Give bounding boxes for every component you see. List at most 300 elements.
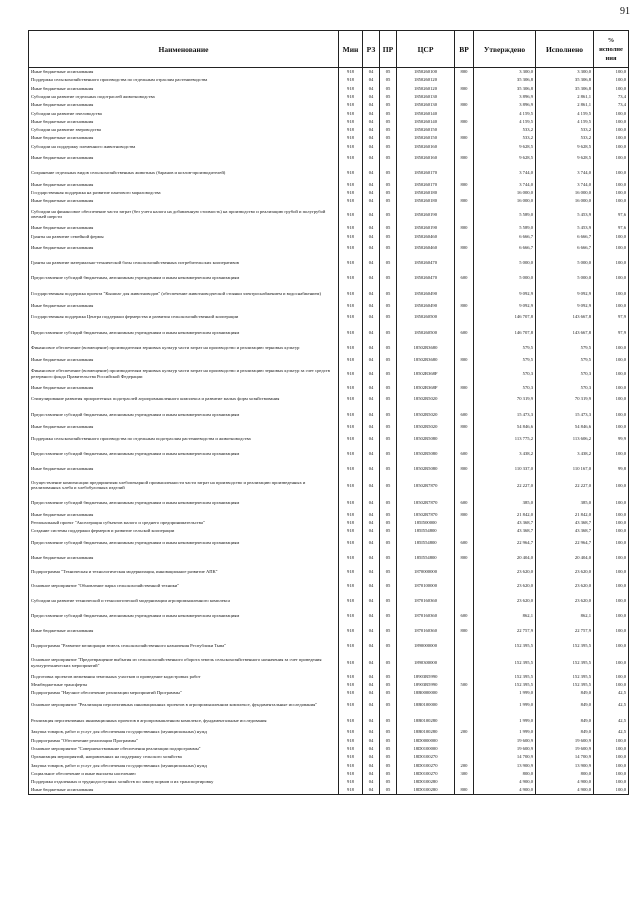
cell-min: 918 <box>339 565 363 579</box>
cell-pr: 05 <box>380 224 397 232</box>
cell-appr: 5 000,0 <box>474 270 536 286</box>
cell-appr: 3 438,2 <box>474 446 536 462</box>
cell-rz: 04 <box>363 76 380 84</box>
cell-appr: 152 395,5 <box>474 680 536 688</box>
cell-vr <box>455 689 474 697</box>
cell-min: 918 <box>339 188 363 196</box>
cell-exec: 6 666,7 <box>536 240 594 254</box>
cell-pct: 42,5 <box>594 712 629 728</box>
cell-csr: 1850260100 <box>397 68 455 76</box>
cell-vr: 800 <box>455 786 474 794</box>
cell-vr: 800 <box>455 356 474 364</box>
cell-appr: 800,0 <box>474 769 536 777</box>
cell-csr: 1850260120 <box>397 84 455 92</box>
cell-min: 918 <box>339 728 363 736</box>
cell-name: Иные бюджетные ассигнования <box>29 150 339 164</box>
cell-rz: 04 <box>363 180 380 188</box>
cell-csr: 1850260120 <box>397 76 455 84</box>
cell-rz: 04 <box>363 593 380 609</box>
cell-pct: 99,9 <box>594 431 629 447</box>
cell-name: Основное мероприятие "Совершенствование обеспечения реализации подпрограммы" <box>29 745 339 753</box>
table-row <box>29 232 629 240</box>
cell-pr: 05 <box>380 745 397 753</box>
cell-csr: 18502R3680 <box>397 356 455 364</box>
cell-rz: 04 <box>363 240 380 254</box>
cell-pct: 73,4 <box>594 92 629 100</box>
cell-name: Предоставление субсидий бюджетным, автономным учреждениям и иным некоммерческим организациям <box>29 495 339 511</box>
cell-name: Субсидии на развитие пчеловодства <box>29 109 339 117</box>
cell-min: 918 <box>339 446 363 462</box>
cell-appr: 570,3 <box>474 364 536 383</box>
cell-min: 918 <box>339 689 363 697</box>
table-row <box>29 301 629 309</box>
cell-pr: 05 <box>380 672 397 680</box>
cell-exec: 22 757,9 <box>536 624 594 638</box>
table-row <box>29 653 629 672</box>
cell-rz: 04 <box>363 624 380 638</box>
cell-vr <box>455 697 474 713</box>
table-row <box>29 150 629 164</box>
table-row <box>29 761 629 769</box>
cell-pct: 100,0 <box>594 422 629 430</box>
cell-min: 918 <box>339 180 363 188</box>
cell-vr <box>455 565 474 579</box>
cell-exec: 143 667,8 <box>536 325 594 341</box>
cell-csr: 18502R5080 <box>397 431 455 447</box>
cell-pct: 97,9 <box>594 325 629 341</box>
cell-appr: 152 395,5 <box>474 653 536 672</box>
cell-name: Основное мероприятие "Обновление парка сельскохозяйственной техники" <box>29 579 339 593</box>
cell-csr: 1850260490 <box>397 301 455 309</box>
table-row <box>29 180 629 188</box>
cell-csr: 1850260190 <box>397 224 455 232</box>
cell-name: Сохранение отдельных видов сельскохозяйственных животных (баранов и козлов-производителей) <box>29 164 339 180</box>
cell-exec: 533,2 <box>536 126 594 134</box>
cell-appr: 570,3 <box>474 383 536 391</box>
cell-csr: 1870160360 <box>397 624 455 638</box>
cell-pr: 05 <box>380 383 397 391</box>
cell-pr: 05 <box>380 689 397 697</box>
cell-rz: 04 <box>363 164 380 180</box>
cell-min: 918 <box>339 117 363 125</box>
cell-name: Социальное обеспечение и иные выплаты населению <box>29 769 339 777</box>
cell-appr: 146 707,8 <box>474 309 536 325</box>
cell-name: Подготовка проектов межевания земельных участков и проведение кадастровых работ <box>29 672 339 680</box>
cell-rz: 04 <box>363 364 380 383</box>
cell-vr <box>455 736 474 744</box>
cell-name: Создание системы поддержки фермеров и развитие сельской кооперации <box>29 527 339 535</box>
table-row <box>29 224 629 232</box>
cell-pct: 100,0 <box>594 535 629 551</box>
cell-pr: 05 <box>380 778 397 786</box>
table-row <box>29 340 629 356</box>
cell-vr: 800 <box>455 301 474 309</box>
cell-pr: 05 <box>380 712 397 728</box>
cell-appr: 3 744,0 <box>474 180 536 188</box>
col-min-header: Мин <box>339 31 363 68</box>
table-row <box>29 431 629 447</box>
cell-name: Иные бюджетные ассигнования <box>29 68 339 76</box>
cell-name: Закупка товаров, работ и услуг для обеспечения государственных (муниципальных) нужд <box>29 728 339 736</box>
cell-csr: 18502R368F <box>397 364 455 383</box>
cell-exec: 800,0 <box>536 769 594 777</box>
cell-name: Предоставление субсидий бюджетным, автономным учреждениям и иным некоммерческим организациям <box>29 446 339 462</box>
col-vr-header: ВР <box>455 31 474 68</box>
cell-appr: 4 159,5 <box>474 117 536 125</box>
cell-csr: 1850260470 <box>397 270 455 286</box>
cell-pct: 100,0 <box>594 518 629 526</box>
cell-rz: 04 <box>363 565 380 579</box>
cell-vr: 600 <box>455 495 474 511</box>
cell-min: 918 <box>339 579 363 593</box>
cell-pct: 100,0 <box>594 356 629 364</box>
cell-pct: 100,0 <box>594 285 629 301</box>
cell-pct: 100,0 <box>594 364 629 383</box>
cell-exec: 54 846,6 <box>536 422 594 430</box>
cell-min: 918 <box>339 84 363 92</box>
cell-rz: 04 <box>363 109 380 117</box>
table-row <box>29 527 629 535</box>
cell-vr <box>455 285 474 301</box>
cell-exec: 19 600,9 <box>536 745 594 753</box>
cell-min: 918 <box>339 778 363 786</box>
cell-rz: 04 <box>363 407 380 423</box>
cell-csr: 18903R5990 <box>397 680 455 688</box>
table-row <box>29 672 629 680</box>
cell-rz: 04 <box>363 224 380 232</box>
cell-csr: 1850260140 <box>397 117 455 125</box>
cell-csr: 1850260180 <box>397 197 455 205</box>
cell-vr: 800 <box>455 180 474 188</box>
cell-min: 918 <box>339 510 363 518</box>
cell-vr <box>455 712 474 728</box>
cell-rz: 04 <box>363 712 380 728</box>
col-percent-header: % исполне ния <box>594 31 629 68</box>
cell-csr: 1850260130 <box>397 92 455 100</box>
cell-appr: 4 900,0 <box>474 786 536 794</box>
cell-min: 918 <box>339 712 363 728</box>
cell-rz: 04 <box>363 535 380 551</box>
cell-csr: 1890300000 <box>397 653 455 672</box>
cell-name: Субсидии на поддержку племенного животноводства <box>29 142 339 150</box>
cell-exec: 862,1 <box>536 608 594 624</box>
cell-exec: 23 620,0 <box>536 579 594 593</box>
cell-vr <box>455 778 474 786</box>
cell-vr: 800 <box>455 197 474 205</box>
cell-csr: 1850260500 <box>397 309 455 325</box>
cell-name: Иные бюджетные ассигнования <box>29 224 339 232</box>
cell-appr: 5 000,0 <box>474 254 536 270</box>
cell-csr: 18B0000000 <box>397 689 455 697</box>
cell-pct: 100,0 <box>594 134 629 142</box>
cell-csr: 18B0100280 <box>397 728 455 736</box>
cell-exec: 849,0 <box>536 697 594 713</box>
cell-pct: 100,0 <box>594 624 629 638</box>
cell-rz: 04 <box>363 462 380 476</box>
cell-appr: 22 227,0 <box>474 476 536 495</box>
cell-rz: 04 <box>363 753 380 761</box>
cell-min: 918 <box>339 624 363 638</box>
cell-exec: 849,0 <box>536 689 594 697</box>
cell-rz: 04 <box>363 84 380 92</box>
cell-rz: 04 <box>363 745 380 753</box>
cell-name: Подпрограмма "Развитие мелиорации земель сельскохозяйственного назначения Республики Тыва" <box>29 638 339 654</box>
cell-csr: 1870000000 <box>397 565 455 579</box>
cell-min: 918 <box>339 407 363 423</box>
cell-vr: 600 <box>455 325 474 341</box>
cell-min: 918 <box>339 270 363 286</box>
table-row <box>29 109 629 117</box>
cell-pr: 05 <box>380 364 397 383</box>
table-row <box>29 638 629 654</box>
cell-rz: 04 <box>363 285 380 301</box>
cell-vr: 800 <box>455 117 474 125</box>
cell-pct: 100,0 <box>594 340 629 356</box>
cell-min: 918 <box>339 340 363 356</box>
cell-exec: 21 842,0 <box>536 510 594 518</box>
cell-min: 918 <box>339 431 363 447</box>
cell-pct: 100,0 <box>594 180 629 188</box>
cell-exec: 3 744,0 <box>536 164 594 180</box>
cell-pct: 97,6 <box>594 205 629 224</box>
cell-pct: 100,0 <box>594 391 629 407</box>
cell-csr: 1850260180 <box>397 188 455 196</box>
cell-vr <box>455 109 474 117</box>
cell-name: Субсидии на развитие отдельных подотраслей животноводства <box>29 92 339 100</box>
cell-vr <box>455 164 474 180</box>
table-row <box>29 510 629 518</box>
cell-name: Субсидии на финансовое обеспечение части затрат (без учета налога на добавленную стоимость) на производство и реализацию грубой и полугрубой овечьей шерсти <box>29 205 339 224</box>
cell-pct: 100,0 <box>594 188 629 196</box>
cell-csr: 18502R3680 <box>397 340 455 356</box>
cell-appr: 22 964,7 <box>474 535 536 551</box>
cell-appr: 6 666,7 <box>474 240 536 254</box>
cell-rz: 04 <box>363 188 380 196</box>
cell-vr <box>455 518 474 526</box>
cell-csr: 1870160360 <box>397 593 455 609</box>
cell-rz: 04 <box>363 689 380 697</box>
cell-name: Иные бюджетные ассигнования <box>29 117 339 125</box>
cell-appr: 22 757,9 <box>474 624 536 638</box>
cell-csr: 18903R5990 <box>397 672 455 680</box>
cell-csr: 18D0100270 <box>397 753 455 761</box>
cell-rz: 04 <box>363 142 380 150</box>
cell-exec: 110 167,0 <box>536 462 594 476</box>
cell-pct: 100,0 <box>594 109 629 117</box>
cell-rz: 04 <box>363 340 380 356</box>
cell-name: Предоставление субсидий бюджетным, автономным учреждениям и иным некоммерческим организациям <box>29 407 339 423</box>
cell-rz: 04 <box>363 510 380 518</box>
cell-rz: 04 <box>363 391 380 407</box>
cell-pr: 05 <box>380 476 397 495</box>
cell-pct: 100,0 <box>594 579 629 593</box>
cell-vr <box>455 92 474 100</box>
cell-pct: 100,0 <box>594 142 629 150</box>
cell-exec: 23 620,0 <box>536 565 594 579</box>
cell-appr: 385,0 <box>474 495 536 511</box>
cell-name: Основное мероприятие "Предотвращение выбытия из сельскохозяйственного оборота земель сельскохозяйственного назначения за счет проведения культуртехнических мероприятий" <box>29 653 339 672</box>
cell-exec: 3 744,0 <box>536 180 594 188</box>
cell-pct: 100,0 <box>594 407 629 423</box>
cell-rz: 04 <box>363 778 380 786</box>
table-row <box>29 134 629 142</box>
cell-vr <box>455 126 474 134</box>
cell-min: 918 <box>339 761 363 769</box>
cell-rz: 04 <box>363 309 380 325</box>
cell-min: 918 <box>339 535 363 551</box>
table-row <box>29 92 629 100</box>
cell-rz: 04 <box>363 254 380 270</box>
cell-name: Подпрограмма "Техническая и технологическая модернизация, инновационное развитие АПК" <box>29 565 339 579</box>
cell-vr <box>455 232 474 240</box>
cell-csr: 1850260460 <box>397 240 455 254</box>
cell-exec: 22 227,0 <box>536 476 594 495</box>
cell-name: Иные бюджетные ассигнования <box>29 510 339 518</box>
cell-appr: 579,5 <box>474 356 536 364</box>
cell-rz: 04 <box>363 270 380 286</box>
table-row <box>29 285 629 301</box>
cell-name: Основное мероприятие "Реализация перспективных инновационных проектов в агропромышленном комплексе, фундаментальные исследования" <box>29 697 339 713</box>
cell-pct: 100,0 <box>594 551 629 565</box>
cell-pct: 100,0 <box>594 150 629 164</box>
cell-vr: 600 <box>455 535 474 551</box>
cell-appr: 1 999,0 <box>474 712 536 728</box>
cell-appr: 1 999,0 <box>474 689 536 697</box>
cell-exec: 43 368,7 <box>536 518 594 526</box>
cell-name: Иные бюджетные ассигнования <box>29 84 339 92</box>
cell-exec: 9 092,9 <box>536 301 594 309</box>
cell-name: Поддержка отдаленных и труднодоступных хозяйств по завозу кормов и их транспортировку <box>29 778 339 786</box>
cell-pr: 05 <box>380 422 397 430</box>
cell-pr: 05 <box>380 495 397 511</box>
cell-rz: 04 <box>363 150 380 164</box>
cell-pr: 05 <box>380 753 397 761</box>
cell-exec: 22 964,7 <box>536 535 594 551</box>
table-row <box>29 608 629 624</box>
cell-appr: 35 306,8 <box>474 84 536 92</box>
table-row <box>29 391 629 407</box>
cell-exec: 570,3 <box>536 364 594 383</box>
cell-vr: 800 <box>455 101 474 109</box>
cell-name: Закупка товаров, работ и услуг для обеспечения государственных (муниципальных) нужд <box>29 761 339 769</box>
cell-pct: 42,5 <box>594 697 629 713</box>
cell-vr <box>455 254 474 270</box>
cell-appr: 43 368,7 <box>474 527 536 535</box>
cell-exec: 9 092,9 <box>536 285 594 301</box>
cell-csr: 18502R5020 <box>397 407 455 423</box>
table-row <box>29 164 629 180</box>
cell-csr: 1850260160 <box>397 150 455 164</box>
table-row <box>29 197 629 205</box>
table-row <box>29 205 629 224</box>
cell-name: Государственная поддержка проекта "Кышпаг для животноводов" (обеспечение животноводческой стоянки электроснабжением и водоснабжением) <box>29 285 339 301</box>
cell-name: Подпрограмма "Научное обеспечение реализации мероприятий Программы" <box>29 689 339 697</box>
cell-vr <box>455 205 474 224</box>
cell-min: 918 <box>339 462 363 476</box>
cell-pct: 100,0 <box>594 197 629 205</box>
cell-pct: 42,5 <box>594 728 629 736</box>
cell-min: 918 <box>339 164 363 180</box>
cell-min: 918 <box>339 301 363 309</box>
cell-pr: 05 <box>380 736 397 744</box>
table-row <box>29 689 629 697</box>
table-row <box>29 769 629 777</box>
cell-pct: 100,0 <box>594 476 629 495</box>
cell-min: 918 <box>339 745 363 753</box>
cell-rz: 04 <box>363 446 380 462</box>
cell-pct: 100,0 <box>594 446 629 462</box>
cell-min: 918 <box>339 608 363 624</box>
cell-name: Иные бюджетные ассигнования <box>29 383 339 391</box>
cell-pct: 100,0 <box>594 527 629 535</box>
cell-appr: 23 620,0 <box>474 593 536 609</box>
table-row <box>29 728 629 736</box>
cell-csr: 18502R7870 <box>397 476 455 495</box>
cell-name: Иные бюджетные ассигнования <box>29 422 339 430</box>
cell-appr: 13 900,9 <box>474 761 536 769</box>
cell-csr: 185I554800 <box>397 527 455 535</box>
cell-pct: 100,0 <box>594 653 629 672</box>
cell-appr: 23 620,0 <box>474 565 536 579</box>
cell-exec: 3 300,0 <box>536 68 594 76</box>
cell-vr <box>455 364 474 383</box>
cell-appr: 14 700,9 <box>474 753 536 761</box>
col-csr-header: ЦСР <box>397 31 455 68</box>
cell-rz: 04 <box>363 638 380 654</box>
cell-vr: 500 <box>455 680 474 688</box>
cell-pr: 05 <box>380 109 397 117</box>
cell-exec: 152 395,5 <box>536 638 594 654</box>
cell-min: 918 <box>339 697 363 713</box>
cell-appr: 110 337,0 <box>474 462 536 476</box>
cell-name: Предоставление субсидий бюджетным, автономным учреждениям и иным некоммерческим организациям <box>29 535 339 551</box>
table-row <box>29 68 629 76</box>
cell-exec: 849,0 <box>536 712 594 728</box>
cell-exec: 5 453,9 <box>536 224 594 232</box>
cell-vr <box>455 391 474 407</box>
table-row <box>29 422 629 430</box>
cell-pct: 99,8 <box>594 462 629 476</box>
cell-vr: 800 <box>455 240 474 254</box>
cell-exec: 43 368,7 <box>536 527 594 535</box>
cell-exec: 570,3 <box>536 383 594 391</box>
cell-vr <box>455 142 474 150</box>
cell-name: Подпрограмма "Обеспечение реализации Программы" <box>29 736 339 744</box>
cell-csr: 18B0100280 <box>397 712 455 728</box>
cell-pct: 100,0 <box>594 126 629 134</box>
cell-min: 918 <box>339 753 363 761</box>
table-row <box>29 309 629 325</box>
cell-pr: 05 <box>380 728 397 736</box>
cell-name: Субсидии на развитие звероводства <box>29 126 339 134</box>
cell-rz: 04 <box>363 101 380 109</box>
cell-pct: 100,0 <box>594 753 629 761</box>
cell-csr: 18502R5020 <box>397 422 455 430</box>
cell-csr: 1870160360 <box>397 608 455 624</box>
cell-csr: 1850260150 <box>397 134 455 142</box>
cell-rz: 04 <box>363 422 380 430</box>
cell-vr: 800 <box>455 510 474 518</box>
cell-name: Иные бюджетные ассигнования <box>29 240 339 254</box>
cell-exec: 35 306,8 <box>536 84 594 92</box>
cell-exec: 5 453,9 <box>536 205 594 224</box>
cell-name: Стимулирование развития приоритетных подотраслей агропромышленного комплекса и развитие малых форм хозяйствования <box>29 391 339 407</box>
cell-pr: 05 <box>380 134 397 142</box>
cell-pr: 05 <box>380 92 397 100</box>
cell-vr: 600 <box>455 270 474 286</box>
cell-vr <box>455 76 474 84</box>
cell-min: 918 <box>339 638 363 654</box>
